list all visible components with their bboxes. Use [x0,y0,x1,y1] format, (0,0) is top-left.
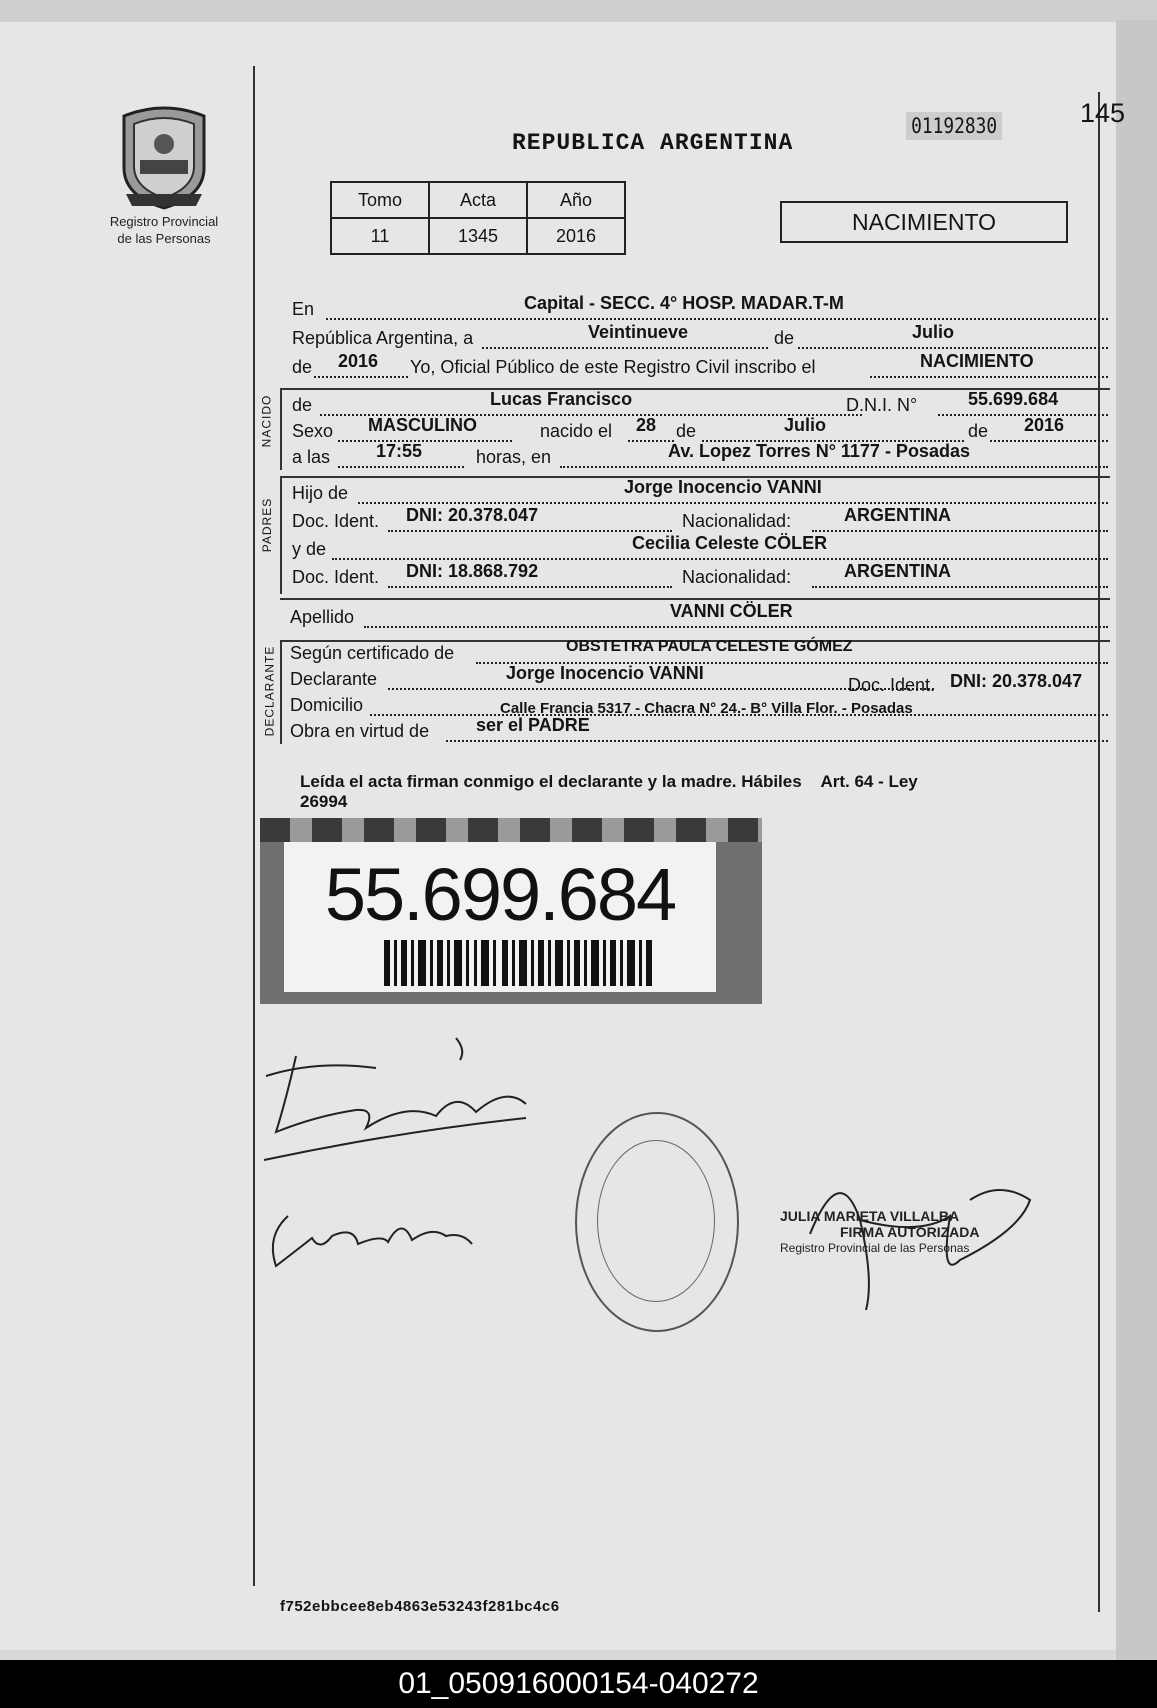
section-bracket [280,476,282,594]
place-value: Capital - SECC. 4° HOSP. MADAR.T-M [524,293,844,313]
month-value: Julio [912,322,955,342]
de-label: de [968,421,989,441]
row-apellido [290,601,1110,630]
sexo-label: Sexo [292,421,334,441]
obra-label: Obra en virtud de [290,721,430,741]
tomo-value: 11 [331,218,429,254]
reason-value: ser el PADRE [476,715,590,735]
alas-label: a las [292,447,331,467]
row-obra [290,715,1110,744]
father-nationality: ARGENTINA [844,505,951,525]
anio-header: Año [527,182,625,218]
document-hash: f752ebbcee8eb4863e53243f281bc4c6 [280,1598,560,1615]
closing-text [300,772,1080,812]
nacionalidad-label: Nacionalidad: [682,567,792,587]
doc-label: Doc. Ident. [848,675,936,695]
acta-value: 1345 [429,218,527,254]
official-title: FIRMA AUTORIZADA [840,1224,980,1240]
birth-place: Av. Lopez Torres N° 1177 - Posadas [668,441,970,461]
doc-label: Doc. Ident. [292,567,380,587]
apellido-label: Apellido [290,607,355,627]
republica-label: República Argentina, a [292,328,474,348]
row-hora [292,441,1110,470]
tomo-header: Tomo [331,182,429,218]
sticker-label [284,842,716,992]
closing-article: Art. 64 - Ley [820,772,918,791]
father-name: Jorge Inocencio VANNI [624,477,822,497]
logo-caption-line2: de las Personas [117,231,211,246]
official-name: JULIA MARIETA VILLALBA [780,1208,960,1224]
dni-label: D.N.I. N° [846,395,918,415]
sexo-value: MASCULINO [368,415,477,435]
de-label: de [770,325,798,351]
row-declarante [290,663,1110,695]
registry-logo [104,102,224,246]
mother-doc: DNI: 18.868.792 [406,561,539,581]
certificate-value: OBSTETRA PAULA CELESTE GÓMEZ [566,638,853,655]
declarant-name: Jorge Inocencio VANNI [506,663,704,683]
de2-label: de [292,357,313,377]
declarante-side-label: DECLARANTE [262,645,277,737]
domicilio-label: Domicilio [290,695,364,715]
section-bracket [280,388,282,470]
authorization-stamp [780,1208,979,1256]
top-strip [0,0,1157,24]
official-office: Registro Provincial de las Personas [780,1241,970,1255]
dni-sticker [260,818,762,1004]
province-shield-icon [116,102,212,212]
serial-number: 01192830 [906,112,1002,140]
registry-table [330,181,626,255]
row-en [292,293,1110,322]
act-type-box: NACIMIENTO [780,201,1068,243]
nacido-side-label: NACIDO [259,394,274,448]
address-value: Calle Francia 5317 - Chacra N° 24.- B° Villa Flor. - Posadas [500,700,913,717]
yde-label: y de [292,539,327,559]
birth-year: 2016 [1024,415,1065,435]
anio-value: 2016 [527,218,625,254]
registry-seal-inner [597,1140,715,1302]
horas-label: horas, en [476,447,552,467]
birth-day: 28 [636,415,657,435]
closing-law-number: 26994 [300,792,348,811]
de-label: de [292,395,313,415]
de-label: de [676,421,697,441]
row-mother-doc [292,561,1110,590]
declarant-doc: DNI: 20.378.047 [950,671,1083,691]
sticker-number: 55.699.684 [324,853,676,936]
mother-signature [262,1196,492,1276]
apellido-value: VANNI CÖLER [670,601,793,621]
barcode-icon [384,940,654,986]
acta-header: Acta [429,182,527,218]
row-domicilio [290,692,1110,718]
yo-text: Yo, Oficial Público de este Registro Civil inscribo el [410,357,816,377]
left-margin-line [253,66,255,1586]
year-value: 2016 [338,351,379,371]
sticker-pattern [260,818,762,842]
day-value: Veintinueve [588,322,689,342]
hijo-label: Hijo de [292,483,349,503]
logo-caption-line1: Registro Provincial [109,214,219,229]
doc-label: Doc. Ident. [292,511,380,531]
father-signature [256,1020,546,1180]
nacionalidad-label: Nacionalidad: [682,511,792,531]
birth-month: Julio [784,415,827,435]
certificado-label: Según certificado de [290,643,455,663]
en-label: En [292,299,315,319]
closing-sentence: Leída el acta firman conmigo el declarante y la madre. Hábiles [300,772,802,791]
country-title: REPUBLICA ARGENTINA [512,130,794,156]
mother-name: Cecilia Celeste CÖLER [632,533,828,553]
section-bracket [280,640,282,744]
declarante-label: Declarante [290,669,378,689]
page-edge [1116,20,1157,1660]
padres-side-label: PADRES [260,497,275,553]
act-type-value: NACIMIENTO [920,351,1034,371]
mother-nationality: ARGENTINA [844,561,951,581]
child-name: Lucas Francisco [490,389,633,409]
footer-id: 01_050916000154-040272 [0,1660,1157,1708]
father-doc: DNI: 20.378.047 [406,505,539,525]
page-number: 145 [1080,98,1126,128]
child-dni: 55.699.684 [968,389,1059,409]
birth-time: 17:55 [376,441,423,461]
row-year [292,351,1110,380]
nacido-label: nacido el [540,421,613,441]
